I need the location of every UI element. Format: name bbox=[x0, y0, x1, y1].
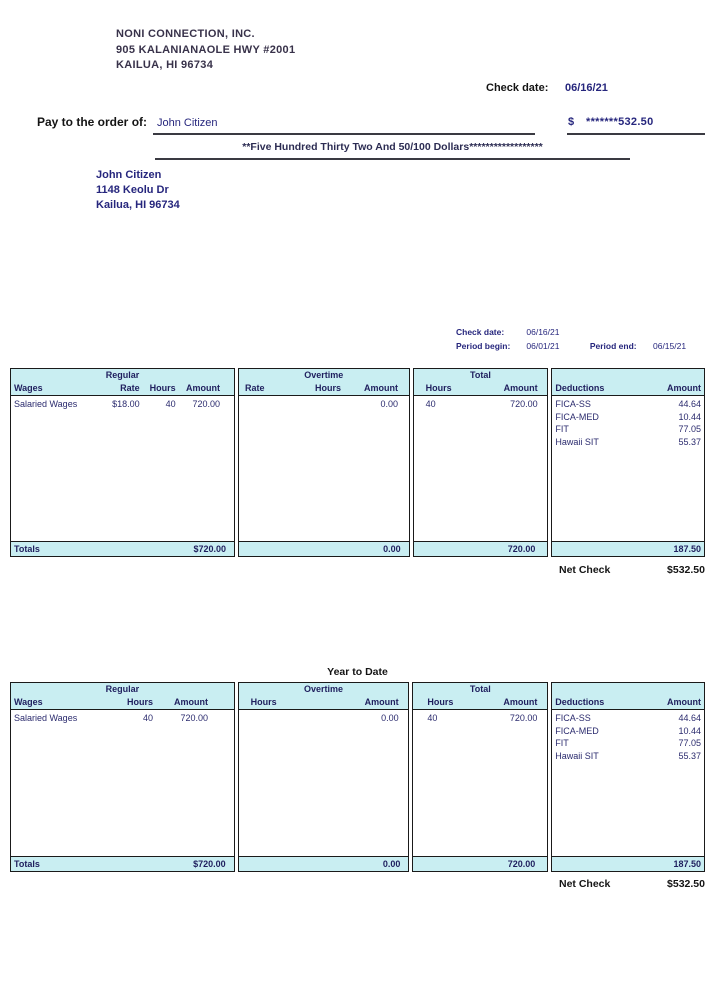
current-regular-section bbox=[10, 368, 235, 557]
ytd-overtime-section bbox=[238, 682, 410, 872]
deduction-name: Hawaii SIT bbox=[555, 750, 599, 761]
wages-value: Salaried Wages bbox=[14, 399, 78, 409]
total-subheader-row bbox=[414, 382, 548, 396]
col-header-ded-amount: Amount bbox=[667, 697, 701, 707]
period-begin-value: 06/01/21 bbox=[526, 341, 560, 351]
totals-overtime-amount: 0.00 bbox=[382, 859, 401, 869]
ot-amount-value: 0.00 bbox=[381, 713, 399, 723]
stub-check-date-value: 06/16/21 bbox=[526, 327, 560, 337]
payee-address-name: John Citizen bbox=[96, 169, 162, 181]
table-row bbox=[413, 712, 547, 724]
total-hours-value: 40 bbox=[427, 713, 438, 723]
amount-in-words: **Five Hundred Thirty Two And 50/100 Dollars****************** bbox=[242, 141, 543, 153]
deduction-name: Hawaii SIT bbox=[555, 436, 599, 447]
reg-hours-value: 40 bbox=[165, 399, 176, 409]
ytd-deductions-totals-row bbox=[552, 856, 704, 871]
ytd-total-section bbox=[412, 682, 548, 872]
col-header-ot-amount: Amount bbox=[364, 697, 399, 707]
ytd-regular-section bbox=[10, 682, 235, 872]
ytd-regular-group-header: Regular bbox=[11, 683, 234, 696]
ot-hours-value bbox=[239, 712, 289, 724]
regular-totals-row bbox=[11, 541, 234, 556]
col-header-ot-rate: Rate bbox=[245, 383, 265, 393]
col-header-amount: Amount bbox=[186, 383, 220, 393]
pay-to-label: Pay to the order of: bbox=[37, 115, 148, 129]
col-header-hours: Hours bbox=[149, 383, 176, 393]
deduction-name: FICA-SS bbox=[555, 399, 591, 409]
reg-amount-value: 720.00 bbox=[192, 399, 220, 409]
deduction-row bbox=[552, 398, 704, 411]
total-hours-value: 40 bbox=[425, 399, 436, 409]
net-check-amount: $532.50 bbox=[667, 878, 705, 890]
current-period-table bbox=[10, 368, 705, 557]
deduction-name: FICA-MED bbox=[555, 411, 599, 422]
reg-hours-value: 40 bbox=[142, 713, 153, 723]
company-address-block bbox=[116, 27, 295, 74]
total-group-header: Total bbox=[414, 369, 548, 382]
col-header-hours: Hours bbox=[126, 697, 153, 707]
deductions-totals-row bbox=[552, 541, 704, 556]
wages-value: Salaried Wages bbox=[14, 713, 78, 723]
ytd-title: Year to Date bbox=[327, 666, 388, 678]
stub-check-date-row bbox=[456, 327, 686, 341]
deduction-row bbox=[552, 725, 704, 738]
deduction-amount: 10.44 bbox=[678, 725, 701, 736]
deductions-body bbox=[552, 396, 704, 541]
ytd-deductions-subheader-row bbox=[552, 696, 704, 710]
totals-deductions-amount: 187.50 bbox=[673, 544, 701, 554]
ot-amount-value: 0.00 bbox=[380, 399, 398, 409]
overtime-subheader-row bbox=[239, 382, 409, 396]
payee-address-block bbox=[96, 168, 180, 213]
deduction-row bbox=[552, 750, 704, 763]
col-header-ot-hours: Hours bbox=[250, 697, 277, 707]
col-header-ot-amount: Amount bbox=[364, 383, 398, 393]
ot-hours-value bbox=[287, 398, 341, 410]
col-header-total-amount: Amount bbox=[503, 383, 538, 393]
regular-subheader-row bbox=[11, 382, 234, 396]
table-row bbox=[11, 712, 234, 724]
period-end-value: 06/15/21 bbox=[652, 341, 687, 351]
totals-label: Totals bbox=[14, 859, 40, 869]
totals-label: Totals bbox=[14, 544, 40, 554]
totals-regular-amount: $720.00 bbox=[193, 859, 226, 869]
deduction-amount: 44.64 bbox=[678, 399, 701, 409]
deduction-name: FICA-SS bbox=[555, 713, 591, 723]
deduction-amount: 77.05 bbox=[678, 424, 701, 434]
ytd-regular-subheader-row bbox=[11, 696, 234, 710]
deduction-amount: 10.44 bbox=[678, 411, 701, 422]
totals-total-amount: 720.00 bbox=[507, 859, 536, 869]
col-header-deductions: Deductions bbox=[555, 697, 605, 707]
deduction-name: FIT bbox=[555, 738, 569, 748]
col-header-rate: Rate bbox=[120, 383, 140, 393]
reg-amount-value: 720.00 bbox=[180, 713, 208, 723]
payee-name-underline bbox=[153, 133, 535, 135]
ytd-total-totals-row bbox=[413, 856, 547, 871]
ytd-total-subheader-row bbox=[413, 696, 547, 710]
net-check-label: Net Check bbox=[559, 564, 611, 576]
ytd-total-group-header: Total bbox=[413, 683, 547, 696]
col-header-wages: Wages bbox=[14, 697, 43, 707]
current-deductions-section bbox=[551, 368, 705, 557]
ytd-total-body bbox=[413, 710, 547, 856]
table-row bbox=[11, 398, 234, 410]
col-header-ot-hours: Hours bbox=[314, 383, 341, 393]
check-date-row bbox=[486, 82, 608, 94]
period-begin-label: Period begin: bbox=[456, 341, 511, 351]
ytd-table bbox=[10, 682, 705, 872]
ytd-overtime-group-header: Overtime bbox=[239, 683, 409, 696]
deduction-amount: 55.37 bbox=[678, 750, 701, 761]
col-header-total-hours: Hours bbox=[425, 383, 452, 393]
col-header-wages: Wages bbox=[14, 383, 43, 393]
current-overtime-section bbox=[238, 368, 410, 557]
table-row bbox=[414, 398, 548, 410]
regular-body bbox=[11, 396, 234, 541]
deduction-name: FICA-MED bbox=[555, 725, 599, 736]
ytd-regular-totals-row bbox=[11, 856, 234, 871]
deduction-amount: 55.37 bbox=[678, 436, 701, 447]
ytd-overtime-totals-row bbox=[239, 856, 409, 871]
stub-check-date-label: Check date: bbox=[456, 327, 505, 337]
amount-words-underline bbox=[155, 158, 630, 160]
net-check-amount: $532.50 bbox=[667, 564, 705, 576]
deduction-amount: 44.64 bbox=[678, 713, 701, 723]
ytd-deductions-body bbox=[552, 710, 704, 856]
ytd-overtime-body bbox=[239, 710, 409, 856]
period-end-label: Period end: bbox=[589, 341, 637, 351]
current-net-check-row bbox=[559, 564, 705, 576]
col-header-total-hours: Hours bbox=[427, 697, 454, 707]
company-name: NONI CONNECTION, INC. bbox=[116, 28, 255, 40]
payee-name: John Citizen bbox=[157, 117, 218, 129]
deductions-group-spacer bbox=[552, 369, 704, 382]
check-amount-numeric: *******532.50 bbox=[586, 116, 654, 128]
total-amount-value: 720.00 bbox=[510, 399, 538, 409]
total-totals-row bbox=[414, 541, 548, 556]
deduction-row bbox=[552, 737, 704, 750]
stub-period-row bbox=[456, 341, 686, 355]
totals-regular-amount: $720.00 bbox=[193, 544, 226, 554]
overtime-body bbox=[239, 396, 409, 541]
ytd-overtime-subheader-row bbox=[239, 696, 409, 710]
amount-underline bbox=[567, 133, 705, 135]
deduction-name: FIT bbox=[555, 424, 569, 434]
total-amount-value: 720.00 bbox=[509, 713, 538, 723]
ytd-regular-body bbox=[11, 710, 234, 856]
net-check-label: Net Check bbox=[559, 878, 611, 890]
totals-deductions-amount: 187.50 bbox=[673, 859, 701, 869]
total-body bbox=[414, 396, 548, 541]
col-header-amount: Amount bbox=[174, 697, 208, 707]
col-header-ded-amount: Amount bbox=[667, 383, 701, 393]
table-row bbox=[239, 398, 409, 410]
ot-rate-value bbox=[239, 398, 287, 410]
stub-dates-block bbox=[456, 327, 686, 355]
ytd-deductions-group-spacer bbox=[552, 683, 704, 696]
regular-group-header: Regular bbox=[11, 369, 234, 382]
deductions-subheader-row bbox=[552, 382, 704, 396]
current-total-section bbox=[413, 368, 549, 557]
payee-address-line2: Kailua, HI 96734 bbox=[96, 199, 180, 211]
overtime-totals-row bbox=[239, 541, 409, 556]
company-address-line2: KAILUA, HI 96734 bbox=[116, 59, 214, 71]
deduction-row bbox=[552, 712, 704, 725]
overtime-group-header: Overtime bbox=[239, 369, 409, 382]
ytd-net-check-row bbox=[559, 878, 705, 890]
totals-overtime-amount: 0.00 bbox=[383, 544, 401, 554]
table-row bbox=[239, 712, 409, 724]
totals-total-amount: 720.00 bbox=[507, 544, 536, 554]
deduction-row bbox=[552, 411, 704, 424]
company-address-line1: 905 KALANIANAOLE HWY #2001 bbox=[116, 43, 296, 56]
check-date-label: Check date: bbox=[486, 82, 549, 94]
ytd-deductions-section bbox=[551, 682, 705, 872]
deduction-row bbox=[552, 436, 704, 449]
deduction-row bbox=[552, 423, 704, 436]
dollar-sign: $ bbox=[568, 116, 575, 128]
col-header-deductions: Deductions bbox=[555, 383, 605, 393]
rate-value: $18.00 bbox=[112, 399, 140, 409]
check-date-value: 06/16/21 bbox=[565, 82, 608, 94]
col-header-total-amount: Amount bbox=[503, 697, 538, 707]
deduction-amount: 77.05 bbox=[678, 738, 701, 748]
payee-address-line1: 1148 Keolu Dr bbox=[96, 184, 169, 196]
